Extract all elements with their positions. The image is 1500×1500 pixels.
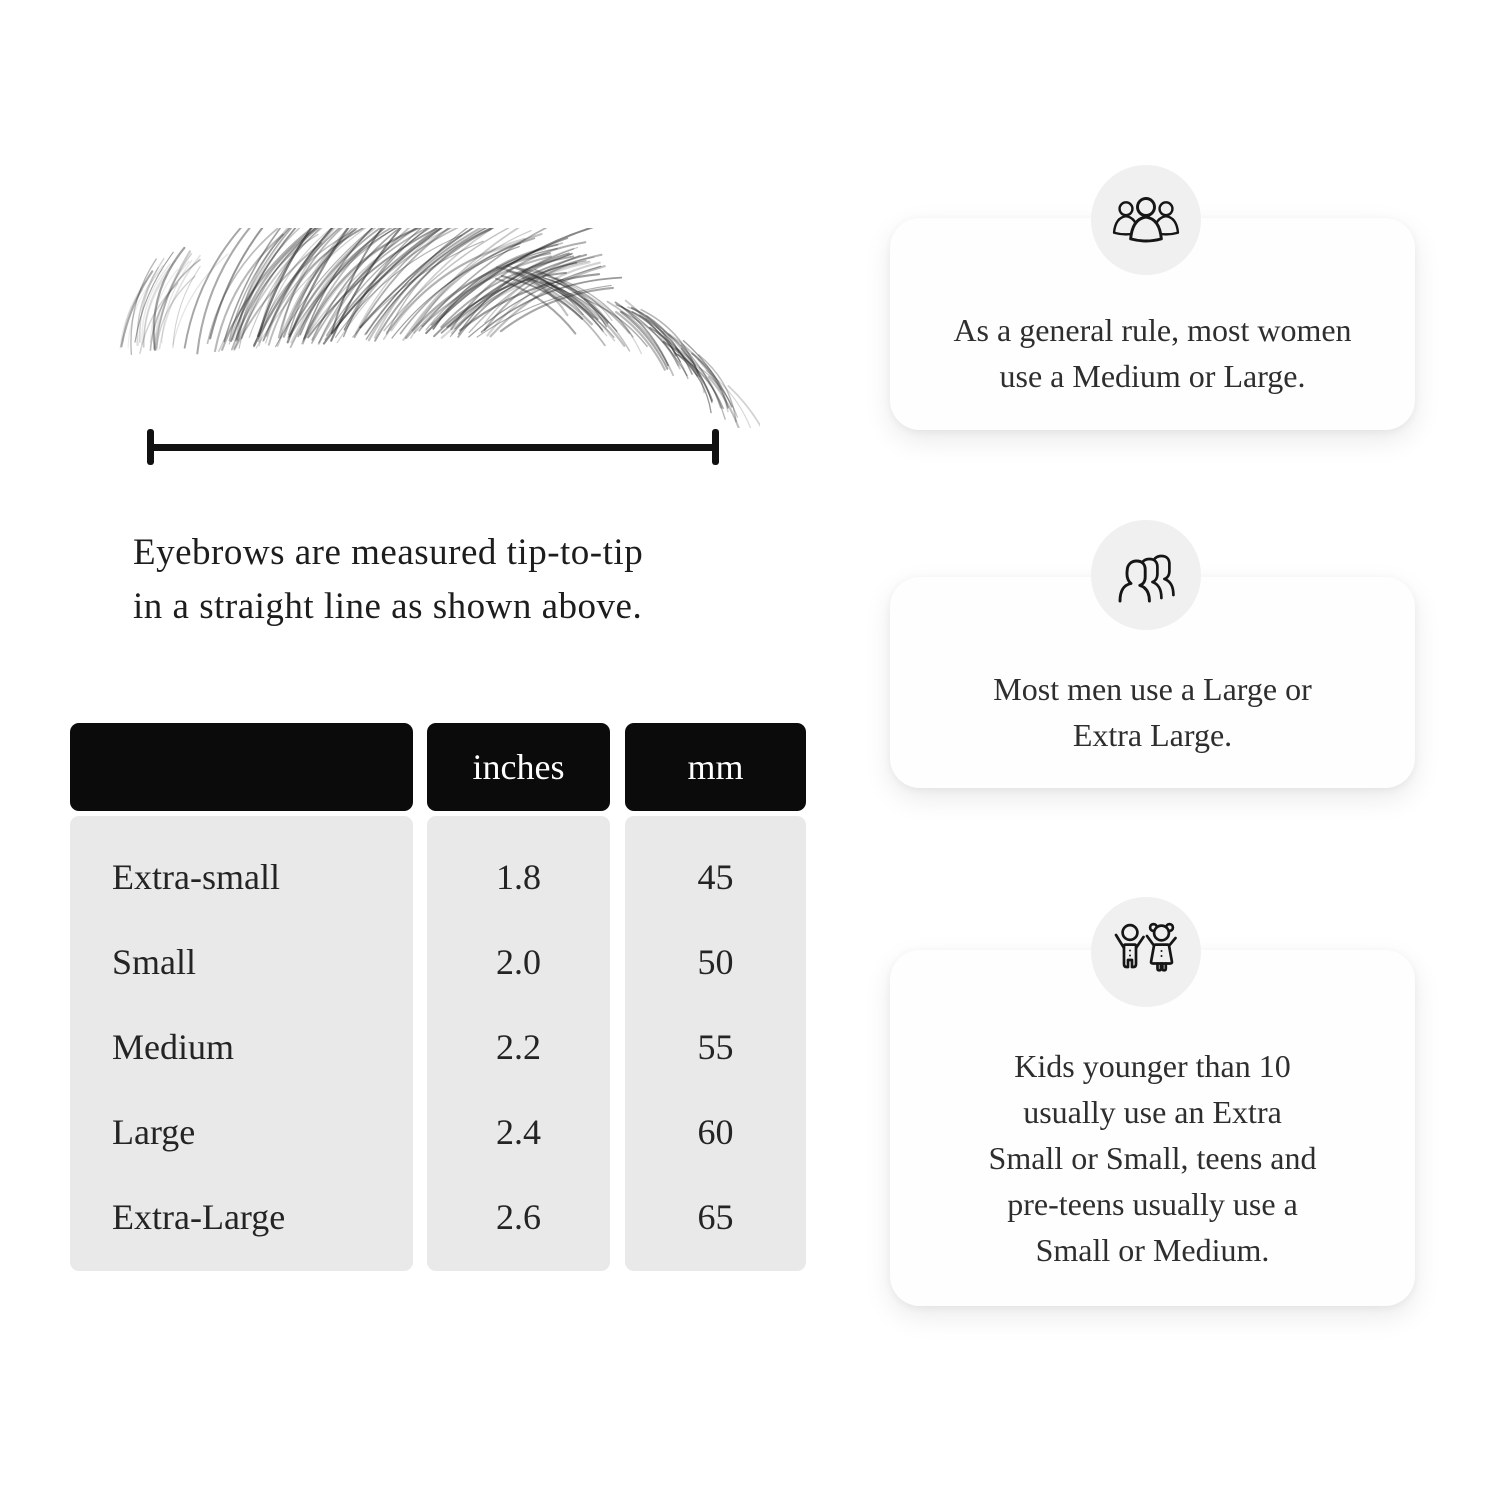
measurement-caption — [133, 526, 773, 634]
table-row — [0, 1005, 820, 1090]
icon-circle — [1091, 165, 1201, 275]
card-text-line: As a general rule, most women — [953, 312, 1352, 348]
mm-cell: 65 — [697, 1197, 734, 1237]
card-text-line: Kids younger than 10 — [1014, 1048, 1291, 1084]
mm-cell: 50 — [697, 942, 734, 982]
inches-cell: 2.0 — [496, 942, 541, 982]
measurement-line — [150, 444, 715, 451]
caption-line-1: Eyebrows are measured tip-to-tip — [133, 532, 644, 573]
measurement-line-left-tick — [147, 429, 154, 465]
table-header-mm: mm — [625, 723, 806, 811]
card-text-line: use a Medium or Large. — [999, 358, 1306, 394]
table-header-size — [70, 723, 413, 811]
table-row — [0, 920, 820, 1005]
card-text-line: pre-teens usually use a — [1007, 1186, 1298, 1222]
mm-cell: 55 — [697, 1027, 734, 1067]
caption-line-2: in a straight line as shown above. — [133, 586, 643, 627]
card-text-line: usually use an Extra — [1023, 1094, 1282, 1130]
table-header-inches: inches — [427, 723, 610, 811]
icon-circle — [1091, 897, 1201, 1007]
card-text-line: Small or Medium. — [1035, 1232, 1270, 1268]
men-group-icon — [1105, 545, 1187, 605]
measurement-line-right-tick — [712, 429, 719, 465]
mm-cell: 60 — [697, 1112, 734, 1152]
inches-cell: 2.4 — [496, 1112, 541, 1152]
inches-cell: 2.6 — [496, 1197, 541, 1237]
eyebrow-illustration — [100, 228, 760, 428]
kids-icon — [1105, 919, 1187, 985]
mm-cell: 45 — [697, 857, 734, 897]
size-cell: Extra-Large — [112, 1197, 286, 1237]
inches-cell: 2.2 — [496, 1027, 541, 1067]
card-text-line: Most men use a Large or — [993, 670, 1312, 707]
card-text-line: Extra Large. — [1072, 716, 1233, 753]
table-row — [0, 1090, 820, 1175]
card-text-line: Small or Small, teens and — [988, 1140, 1317, 1176]
women-group-icon — [1105, 191, 1187, 249]
table-row — [0, 1175, 820, 1260]
size-cell: Small — [112, 942, 197, 982]
table-row — [0, 835, 820, 920]
icon-circle — [1091, 520, 1201, 630]
size-cell: Medium — [112, 1027, 234, 1067]
inches-cell: 1.8 — [496, 857, 541, 897]
size-cell: Extra-small — [112, 857, 280, 897]
size-cell: Large — [112, 1112, 196, 1152]
